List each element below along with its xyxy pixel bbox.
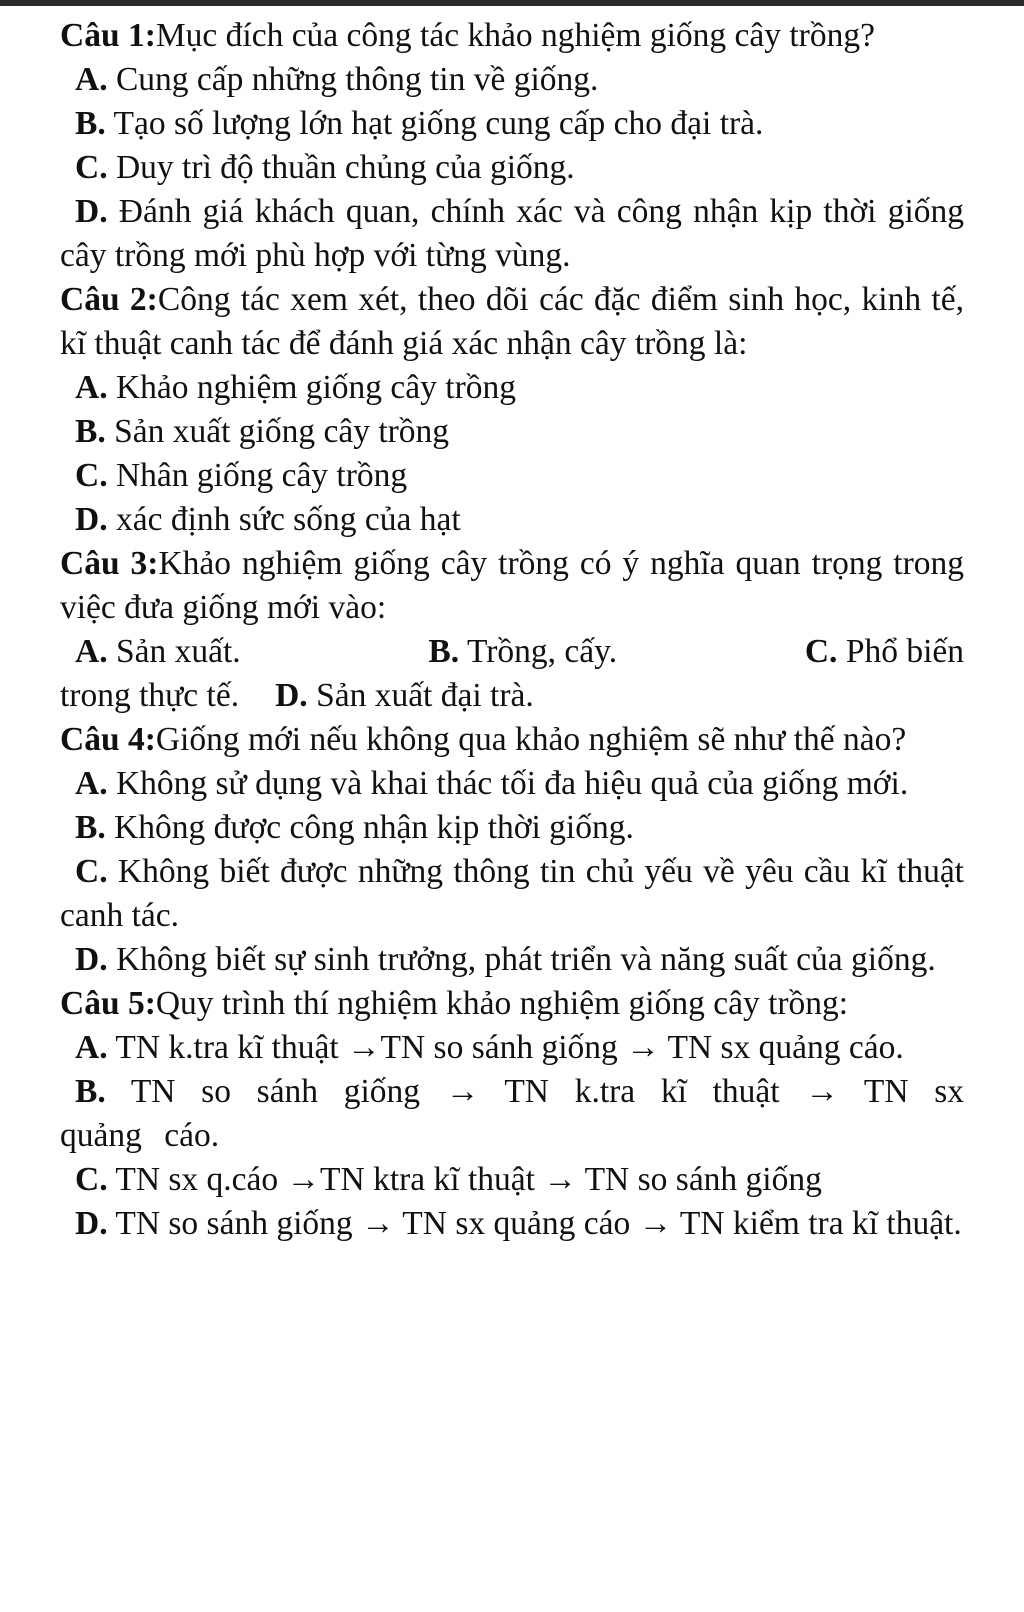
question-5-label: Câu 5: [60, 985, 156, 1022]
question-2-option-c [60, 454, 964, 498]
question-1-option-a [60, 58, 964, 102]
option-text: Tạo số lượng lớn hạt giống cung cấp cho đại trà. [113, 105, 764, 142]
option-letter: D. [75, 941, 108, 978]
option-letter: B. [75, 809, 106, 846]
question-1-label: Câu 1: [60, 17, 156, 54]
option-text: Không biết sự sinh trưởng, phát triển và năng suất của giống. [115, 941, 936, 978]
question-3-option-b [428, 630, 617, 674]
option-text: Trồng, cấy. [466, 633, 618, 670]
question-3-option-c [805, 630, 964, 674]
question-3-option-d [275, 677, 534, 714]
option-text: Sản xuất đại trà. [316, 677, 534, 714]
question-4-option-d [60, 938, 964, 982]
option-letter: C. [75, 1161, 108, 1198]
option-text: Phổ biến [845, 633, 964, 670]
option-text: Sản xuất. [115, 633, 241, 670]
question-2-option-d [60, 498, 964, 542]
question-2-text: Công tác xem xét, theo dõi các đặc điểm sinh học, kinh tế, kĩ thuật canh tác để đánh giá xác nhận cây trồng là: [60, 281, 964, 362]
option-letter: B. [75, 413, 106, 450]
question-2-option-b [60, 410, 964, 454]
option-letter: B. [75, 105, 106, 142]
option-letter: D. [275, 677, 308, 714]
option-text: TN k.tra kĩ thuật →TN so sánh giống → TN sx quảng cáo. [115, 1029, 904, 1066]
question-1-option-b [60, 102, 964, 146]
option-text: Đánh giá khách quan, chính xác và công nhận kịp thời giống cây trồng mới phù hợp với từng vùng. [60, 193, 965, 274]
question-2 [60, 278, 964, 366]
option-letter: B. [75, 1073, 106, 1110]
option-text: TN so sánh giống → TN k.tra kĩ thuật → TN sx quảng cáo. [60, 1073, 964, 1154]
question-4-option-b [60, 806, 964, 850]
option-text: Không biết được những thông tin chủ yếu về yêu cầu kĩ thuật canh tác. [60, 853, 964, 934]
question-2-option-a [60, 366, 964, 410]
question-4-option-c [60, 850, 964, 938]
question-1 [60, 14, 964, 58]
option-letter: A. [75, 633, 108, 670]
question-1-option-c [60, 146, 964, 190]
option-text: Duy trì độ thuần chủng của giống. [115, 149, 575, 186]
option-text: xác định sức sống của hạt [115, 501, 461, 538]
question-5-text: Quy trình thí nghiệm khảo nghiệm giống cây trồng: [155, 985, 849, 1022]
option-text: Cung cấp những thông tin về giống. [115, 61, 599, 98]
option-letter: A. [75, 1029, 108, 1066]
question-2-label: Câu 2: [60, 281, 158, 318]
option-text: Khảo nghiệm giống cây trồng [115, 369, 517, 406]
option-letter: C. [75, 149, 108, 186]
question-1-text: Mục đích của công tác khảo nghiệm giống cây trồng? [155, 17, 875, 54]
question-3-text: Khảo nghiệm giống cây trồng có ý nghĩa quan trọng trong việc đưa giống mới vào: [60, 545, 964, 626]
question-5-option-b [60, 1070, 964, 1158]
question-3-label: Câu 3: [60, 545, 159, 582]
option-letter: C. [804, 633, 838, 670]
option-letter: A. [75, 61, 108, 98]
option-text: Nhân giống cây trồng [115, 457, 408, 494]
question-3-option-a [75, 630, 241, 674]
option-text: TN so sánh giống → TN sx quảng cáo → TN kiểm tra kĩ thuật. [115, 1205, 962, 1242]
option-text: Sản xuất giống cây trồng [114, 413, 450, 450]
option-text: Không được công nhận kịp thời giống. [114, 809, 634, 846]
question-1-option-d [60, 190, 964, 278]
option-text: Không sử dụng và khai thác tối đa hiệu quả của giống mới. [115, 765, 909, 802]
question-3 [60, 542, 964, 630]
question-4-option-a [60, 762, 964, 806]
question-5-option-d [60, 1202, 964, 1246]
option-letter: D. [75, 193, 108, 230]
question-4 [60, 718, 964, 762]
question-5-option-c [60, 1158, 964, 1202]
option-text: TN sx q.cáo →TN ktra kĩ thuật → TN so sánh giống [115, 1161, 822, 1198]
option-letter: B. [428, 633, 460, 670]
question-3-options-row [60, 630, 964, 674]
option-letter: A. [75, 369, 108, 406]
top-edge-bar [0, 0, 1024, 6]
option-letter: D. [75, 501, 108, 538]
option-c-continuation: trong thực tế. [60, 677, 240, 714]
option-letter: C. [75, 853, 108, 890]
quiz-document [60, 14, 964, 1246]
option-letter: D. [75, 1205, 108, 1242]
question-3-options-row-2 [60, 674, 964, 718]
question-5-option-a [60, 1026, 964, 1070]
question-5 [60, 982, 964, 1026]
option-letter: C. [75, 457, 108, 494]
question-4-text: Giống mới nếu không qua khảo nghiệm sẽ như thế nào? [155, 721, 907, 758]
option-letter: A. [75, 765, 108, 802]
question-4-label: Câu 4: [60, 721, 156, 758]
